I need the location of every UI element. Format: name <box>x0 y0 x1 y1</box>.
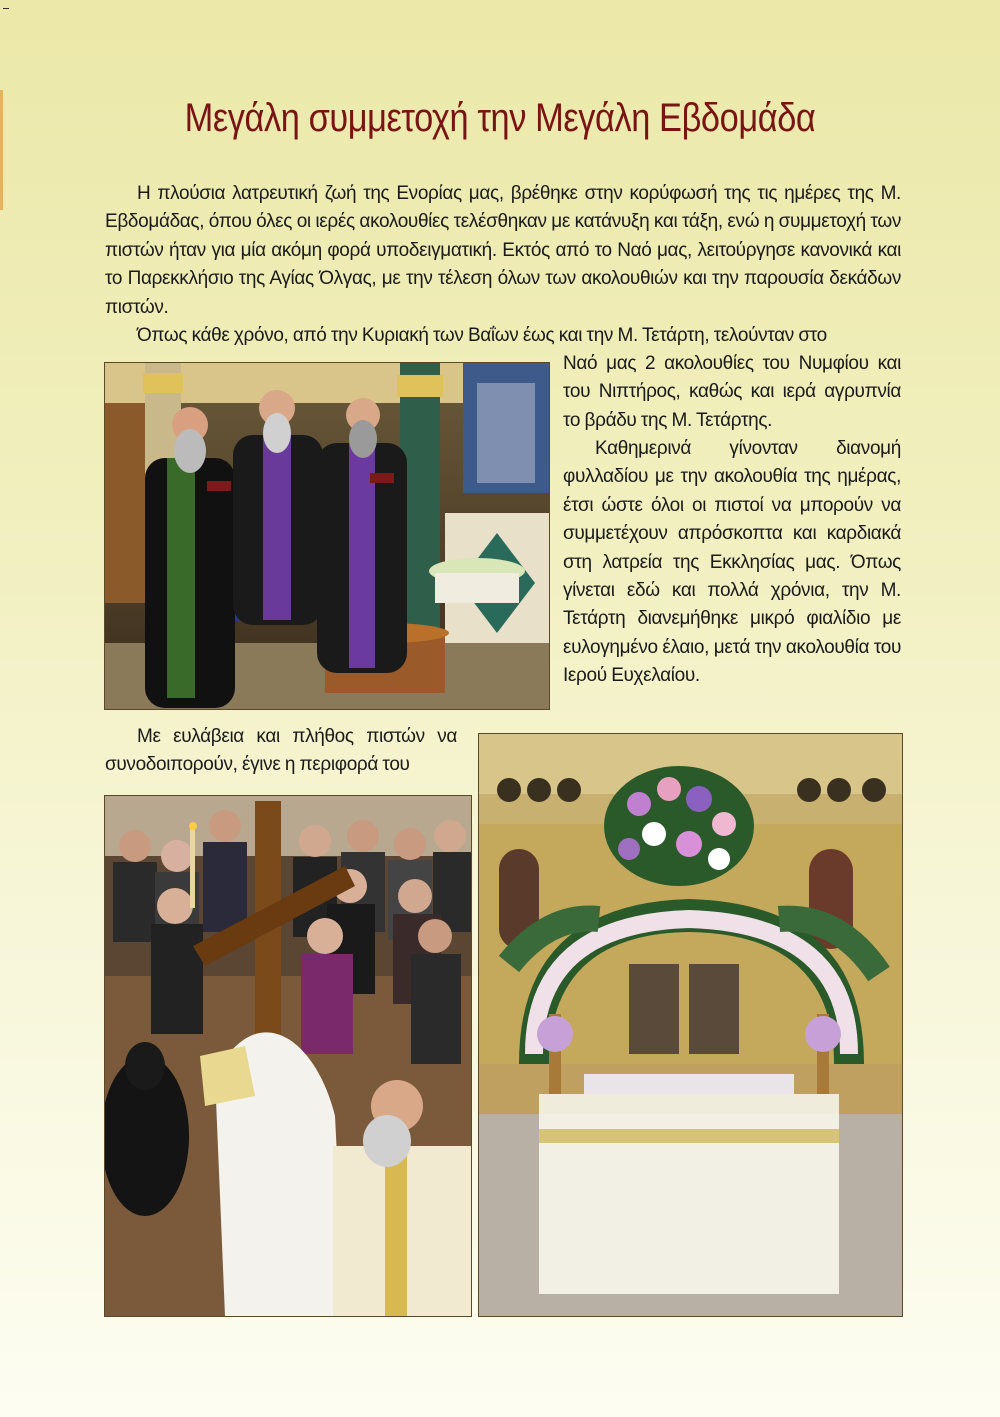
article-title: Μεγάλη συμμετοχή την Μεγάλη Εβδομάδα <box>184 96 816 140</box>
paragraph-intro: Η πλούσια λατρευτική ζωή της Ενορίας μας, βρέθηκε στην κορύφωσή της τις ημέρες της Μ. Εβδομάδας, όπου όλες οι ιερές ακολουθίες τελέσθηκαν με κατάνυξη και τάξη, ενώ η συμμετοχή των πιστών ήταν για μία ακόμη φορά υποδειγματική. Εκτός από το Ναό μας, λειτούργησε κανονικά και το Παρεκκλήσιο της Αγίας Όλγας, με την τέλεση όλων των ακολουθιών και την παρουσία δεκάδων πιστών. <box>105 183 901 318</box>
paragraph-leaflets: Καθημερινά γίνονταν διανομή φυλλαδίου με την ακολουθία της ημέρας, έτσι ώστε όλοι οι πιστοί να μπορούν να συμμετέχουν απρόσκοπτα και καρδιακά στη λατρεία της Εκκλησίας μας. Όπως γίνεται εδώ και πολλά χρόνια, την Μ. Τετάρτη διανεμήθηκε μικρό φιαλίδιο με ευλογημένο έλαιο, μετά την ακολουθία του Ιερού Ευχελαίου. <box>563 438 901 687</box>
paragraph-holy-week-line: Όπως κάθε χρόνο, από την Κυριακή των Βαΐων έως και την Μ. Τετάρτη, τελούνταν στο <box>137 325 827 346</box>
photo-procession-crowd-image <box>105 796 471 1316</box>
photo-priests-service <box>104 362 550 710</box>
page-edge-tab <box>0 90 3 210</box>
photo-procession-crowd <box>104 795 472 1317</box>
paragraph-holy-week-rest: Ναό μας 2 ακολουθίες του Νυμφίου και του Νιπτήρος, καθώς και ιερά αγρυπνία το βράδυ της Μ. Τετάρτης. <box>563 353 901 431</box>
crop-mark <box>3 8 9 9</box>
photo-epitaph-flowers-image <box>479 734 902 1316</box>
paragraph-procession: Με ευλάβεια και πλήθος πιστών να συνοδοιπορούν, έγινε η περιφορά του <box>105 726 457 776</box>
photo-epitaph-flowers <box>478 733 903 1317</box>
photo-priests-service-image <box>105 363 549 709</box>
